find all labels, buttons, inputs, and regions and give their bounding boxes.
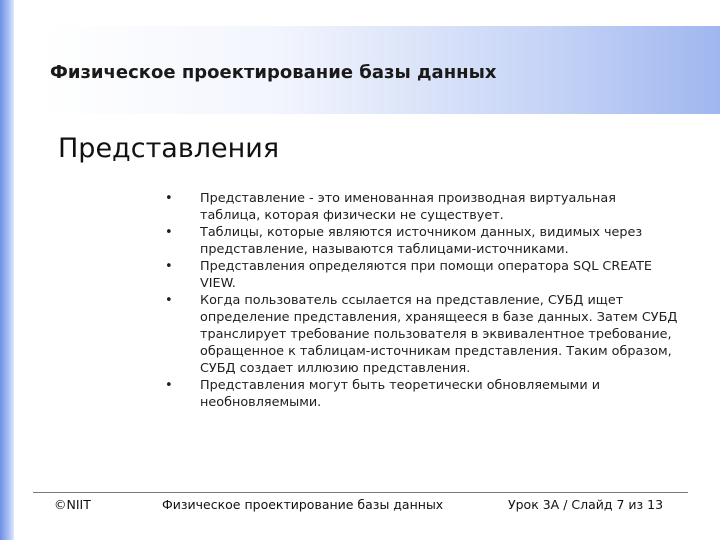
bullet-icon: •	[165, 293, 173, 308]
bullet-item	[160, 292, 680, 377]
bullet-icon: •	[165, 259, 173, 274]
bullet-text: Представления определяются при помощи оператора SQL CREATE VIEW.	[200, 259, 652, 291]
bullet-item	[160, 190, 680, 224]
footer-divider	[33, 492, 688, 493]
bullet-icon: •	[165, 225, 173, 240]
bullet-icon: •	[165, 191, 173, 206]
slide-header-title: Физическое проектирование базы данных	[50, 62, 497, 83]
footer-course-title: Физическое проектирование базы данных	[162, 497, 444, 512]
bullet-item	[160, 224, 680, 258]
bullet-text: Представления могут быть теоретически обновляемыми и необновляемыми.	[200, 378, 601, 410]
footer-copyright: ©NIIT	[54, 497, 91, 512]
footer-slide-number: Урок 3А / Слайд 7 из 13	[508, 497, 664, 512]
bullet-text: Когда пользователь ссылается на представление, СУБД ищет определение представления, хранящееся в базе данных. Затем СУБД транслирует требование пользователя в эквивалентное требование, обращенное к таблицам-источникам представления. Таким образом, СУБД создает иллюзию представления.	[200, 293, 678, 376]
bullet-item	[160, 377, 680, 411]
left-accent-bar	[0, 0, 14, 540]
bullet-text: Представление - это именованная производная виртуальная таблица, которая физически не существует.	[200, 191, 616, 223]
bullet-text: Таблицы, которые являются источником данных, видимых через представление, называются таблицами-источниками.	[200, 225, 643, 257]
bullet-list	[160, 190, 680, 411]
bullet-icon: •	[165, 378, 173, 393]
section-title: Представления	[58, 133, 280, 164]
bullet-item	[160, 258, 680, 292]
